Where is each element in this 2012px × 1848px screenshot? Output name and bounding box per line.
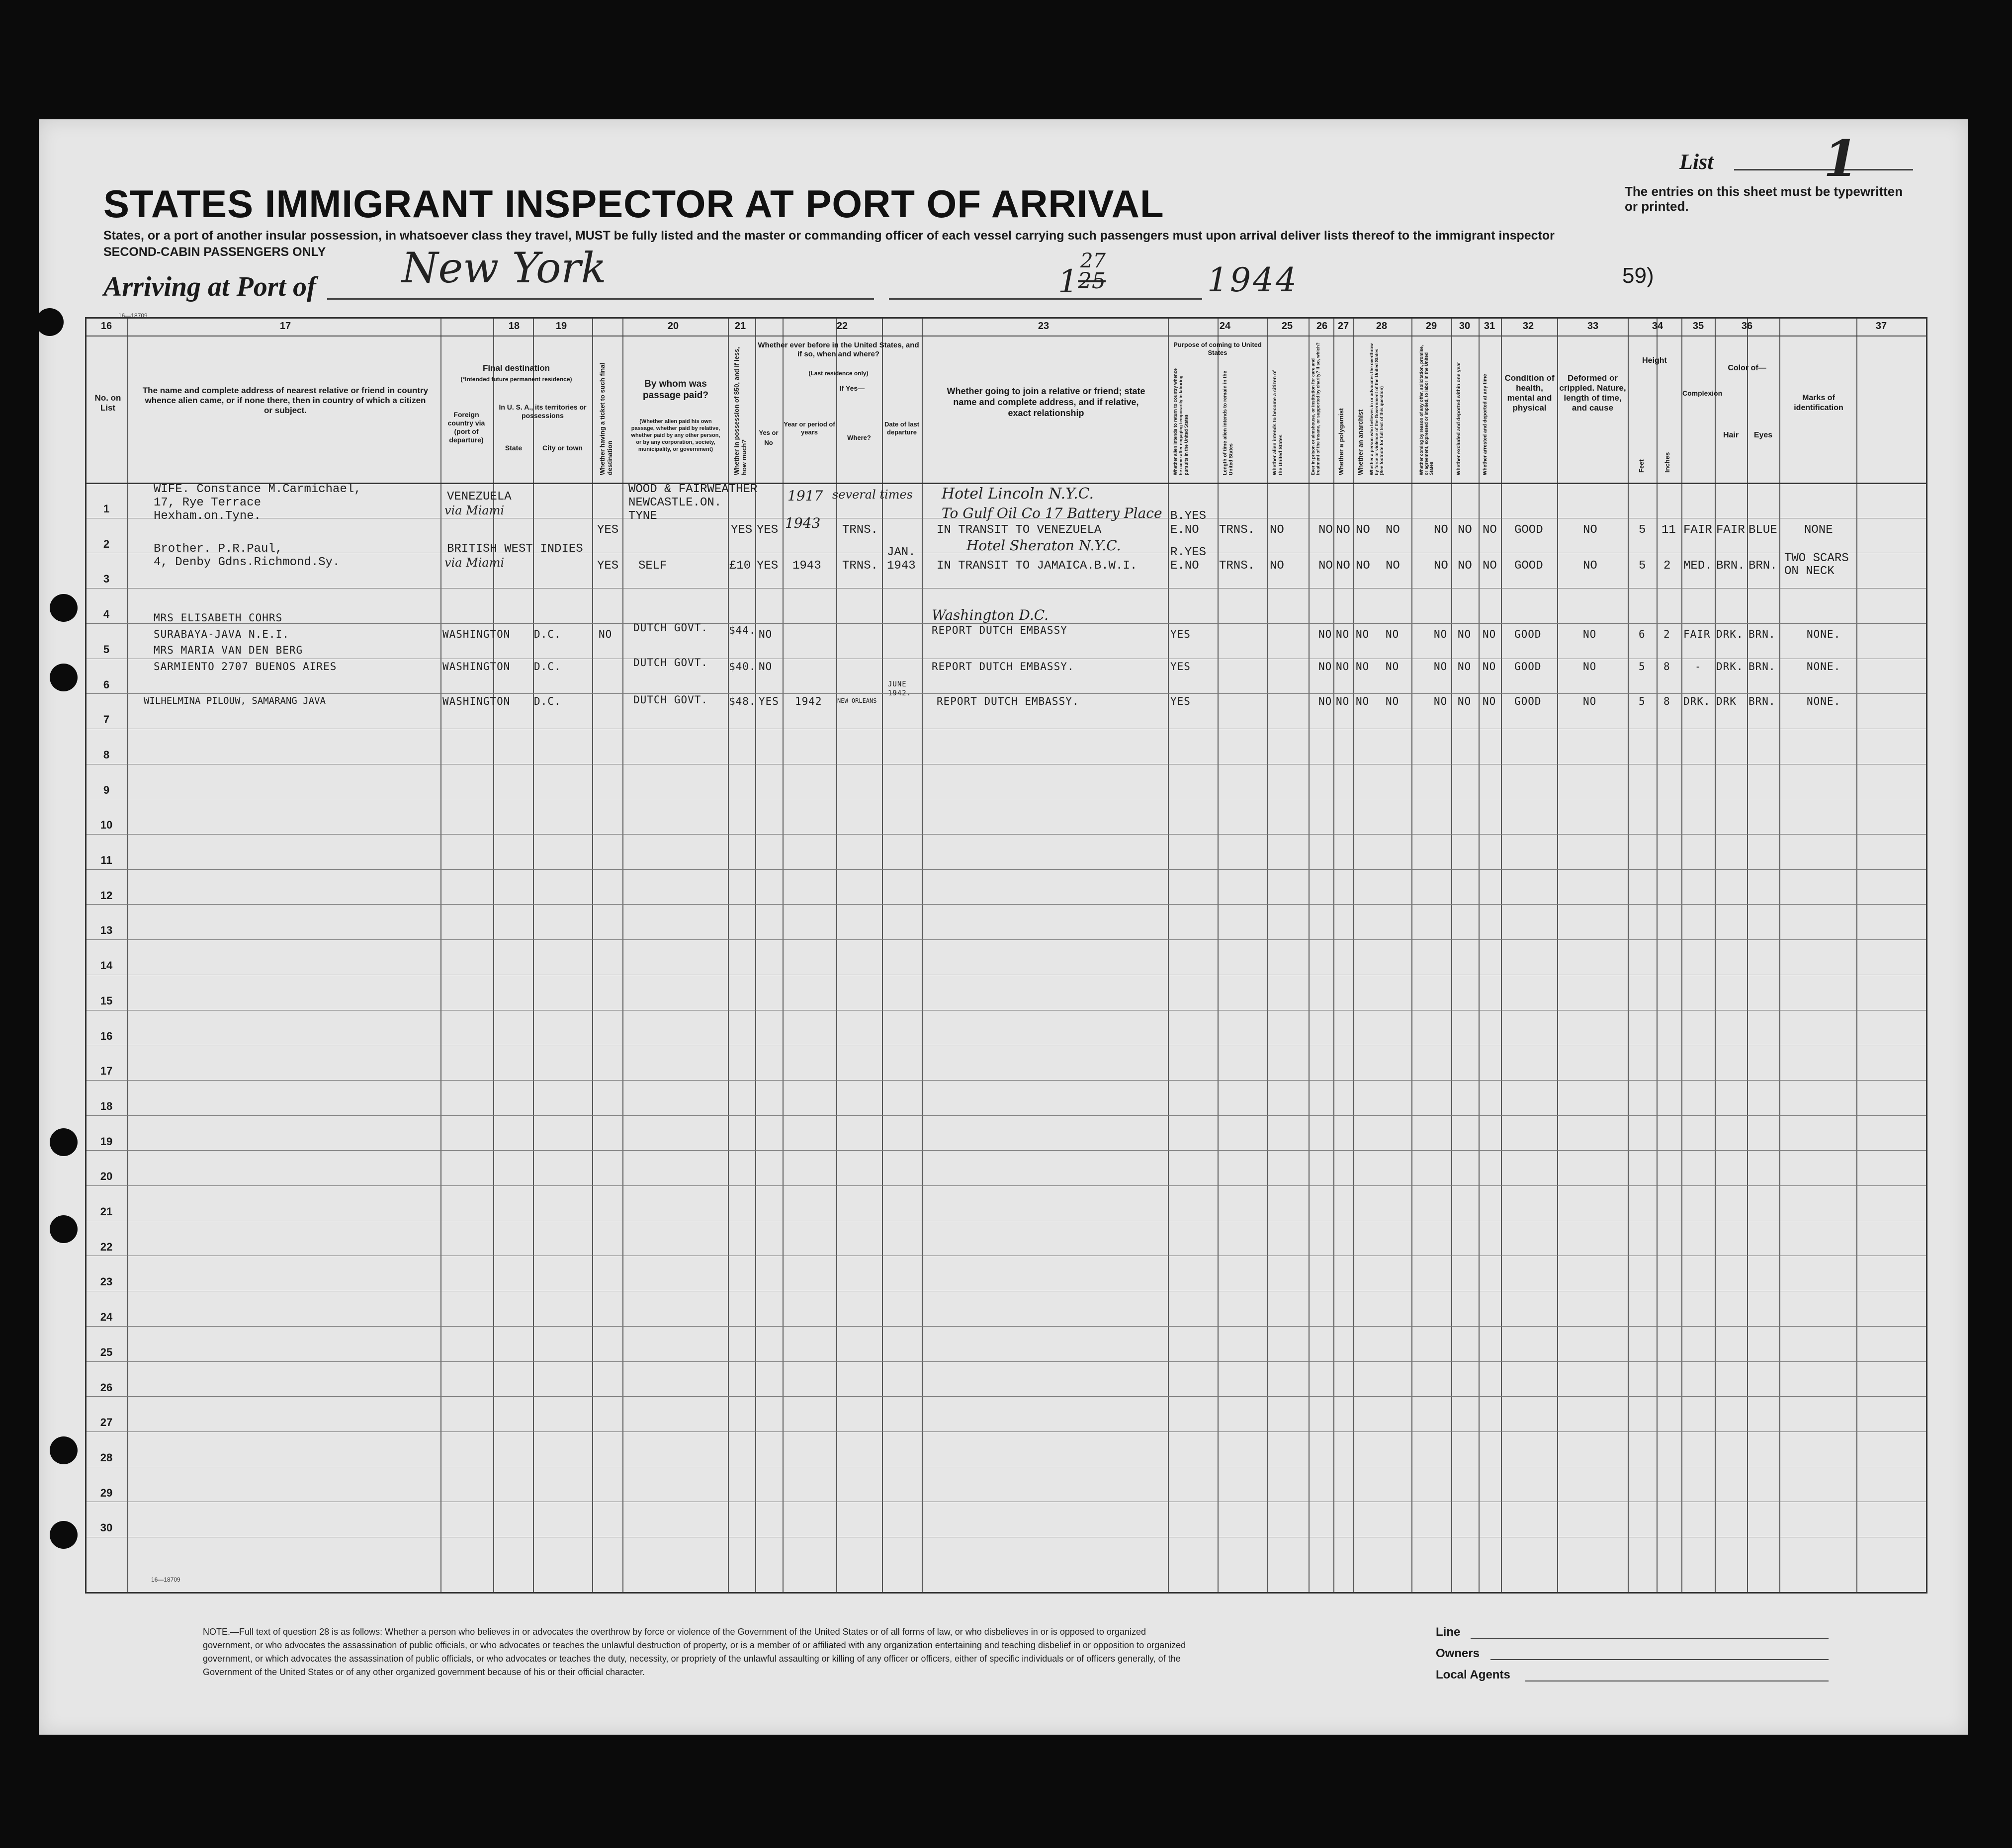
row1-length: TRNS. [1219, 523, 1255, 537]
row-number: 3 [103, 573, 110, 586]
col-number: 31 [1484, 321, 1495, 332]
row6-feet: 5 [1639, 695, 1646, 707]
row6-c29: NO [1434, 695, 1448, 707]
row5-eyes: BRN. [1749, 661, 1776, 672]
header-marks: Marks of identification [1794, 394, 1843, 412]
header-overthrow: Whether a person who believes in or advocates the overthrow by force or violence of the Government of the United States (See footnote for full text of this question) [1369, 343, 1384, 475]
punch-hole [50, 664, 78, 691]
row-number: 13 [100, 924, 113, 937]
row1-health: GOOD [1514, 523, 1543, 537]
row5-feet: 5 [1639, 661, 1646, 672]
row6-city: D.C. [534, 695, 561, 707]
row1-c26: NO [1336, 523, 1350, 537]
header-color-of: Color of— [1728, 364, 1766, 372]
row6-paid-by: DUTCH GOVT. [633, 694, 708, 706]
col-number: 29 [1425, 321, 1437, 332]
header-foreign-country: Foreign country via (port of departure) [447, 411, 485, 444]
row6-complexion: DRK. [1683, 695, 1711, 707]
header-prison: Ever in prison or almshouse, or institution for care and treatment of the insane, or supported by charity? If so, which? [1311, 342, 1320, 475]
row5-city: D.C. [534, 661, 561, 672]
row-number: 24 [100, 1311, 113, 1324]
row2-before-yesno: YES [757, 559, 779, 573]
row2-marks: TWO SCARS ON NECK [1784, 552, 1849, 578]
row2-join: IN TRANSIT TO JAMAICA.B.W.I. [937, 559, 1137, 573]
col-number: 24 [1219, 321, 1231, 332]
row6-health: GOOD [1514, 695, 1542, 707]
row6-deformed: NO [1583, 695, 1597, 707]
row-number: 6 [103, 678, 110, 691]
col-number: 21 [734, 321, 746, 332]
row-line [87, 1396, 1926, 1397]
row-number: 30 [100, 1521, 113, 1534]
row1-address-line2: 17, Rye Terrace [154, 496, 262, 509]
row1-inches: 11 [1662, 523, 1676, 537]
row2-c25: NO [1318, 559, 1333, 573]
row-number: 18 [100, 1099, 113, 1112]
header-deported: Whether arrested and deported at any time [1483, 374, 1488, 475]
row4-c26: NO [1336, 628, 1350, 640]
row1-years-handwritten: 1917 [787, 488, 823, 504]
row2-ticket: YES [597, 559, 619, 573]
row5-paid-by: DUTCH GOVT. [633, 657, 708, 669]
row4-c28: NO [1386, 628, 1400, 640]
row-number: 4 [103, 608, 110, 621]
row6-join: REPORT DUTCH EMBASSY. [937, 695, 1079, 707]
row4-complexion: FAIR [1683, 628, 1711, 640]
col-number: 16 [100, 321, 112, 332]
punch-hole [50, 594, 78, 622]
cabin-class-line: SECOND-CABIN PASSENGERS ONLY [103, 245, 326, 259]
page-number: 59) [1622, 263, 1654, 288]
row2-address-line2: 4, Denby Gdns.Richmond.Sy. [154, 556, 340, 569]
question-28-note: NOTE.—Full text of question 28 is as follows: Whether a person who believes in or advocates the overthrow by force or violence of the Government of the United States or of all forms of law, or who disbelieves in or is opposed to organized government, or who advocates the assassination of public officials, or who advocates or teaches the unlawful destruction of property, or is a member of or affiliated with any organization entertaining and teaching disbelief in or opposition to organized government, or which advocates the assassination of public officials, or who advocates or teaches the duty, necessity, or propriety of the unlawful assaulting or killing of any officer or officers, either of specific individuals or of officers generally, of the Government of the United States or of any other organized government because of his or their official character. [203, 1627, 1186, 1677]
header-length-of-stay: Length of time alien intends to remain in the United States [1223, 370, 1234, 475]
header-inches: Inches [1663, 452, 1671, 473]
header-city: City or town [542, 444, 583, 452]
row1-c27: NO [1356, 523, 1370, 537]
row-number: 2 [103, 537, 110, 550]
row-line [87, 693, 1926, 694]
row2-eyes: BRN. [1749, 559, 1777, 573]
row-number: 22 [100, 1240, 113, 1253]
row5-c28: NO [1386, 661, 1400, 672]
col-number: 22 [836, 321, 848, 332]
row6-year: 1942 [795, 695, 822, 707]
arriving-label: Arriving at Port of [103, 271, 316, 302]
row2-via: via Miami [444, 556, 505, 570]
row-number: 1 [103, 503, 110, 515]
row6-c27: NO [1356, 695, 1370, 707]
row4-hair: DRK. [1716, 628, 1744, 640]
row2-length: TRNS. [1219, 559, 1255, 573]
row2-c29: NO [1434, 559, 1448, 573]
row2-foreign-country: BRITISH WEST INDIES [447, 542, 583, 556]
row5-c25: NO [1318, 661, 1332, 672]
row1-address-line3: Hexham.on.Tyne. [154, 509, 262, 523]
row4-c27: NO [1356, 628, 1370, 640]
row1-year: 1943 [785, 515, 821, 531]
col-number: 33 [1587, 321, 1599, 332]
row6-c25: NO [1318, 695, 1332, 707]
row4-join: REPORT DUTCH EMBASSY [932, 624, 1067, 636]
row1-address-line1: WIFE. Constance M.Carmichael, [154, 483, 361, 496]
header-ticket: Whether having a ticket to such final destination [599, 362, 613, 475]
col-number: 23 [1038, 321, 1050, 332]
row6-inches: 8 [1663, 695, 1670, 707]
row1-dollars: YES [731, 523, 753, 537]
header-anarchist: Whether an anarchist [1357, 409, 1364, 475]
header-final-destination: Final destination [482, 363, 550, 373]
instructions-line: States, or a port of another insular possession, in whatsoever class they travel, MUST be fully listed and the master or commanding officer of each vessel carrying such passengers must upon arrival deliver lists thereof to the immigrant inspector [103, 229, 1555, 243]
row1-via: via Miami [444, 504, 505, 517]
row2-c28: NO [1386, 559, 1400, 573]
row-line [87, 904, 1926, 905]
col-number: 27 [1337, 321, 1349, 332]
row6-state: WASHINGTON [442, 695, 511, 707]
header-fifty-dollars: Whether in possession of $50, and if less, how much? [733, 347, 748, 475]
row1-foreign-country: VENEZUELA [447, 490, 512, 504]
row5-state: WASHINGTON [442, 661, 511, 672]
list-number: 1 [1824, 129, 1858, 188]
row4-paid-by: DUTCH GOVT. [633, 622, 708, 634]
col-number: 18 [508, 321, 520, 332]
row1-where: TRNS. [842, 523, 878, 537]
row-number: 23 [100, 1275, 113, 1288]
row-number: 27 [100, 1416, 113, 1429]
row1-c25: NO [1318, 523, 1333, 537]
row1-marks: NONE [1804, 523, 1833, 537]
row2-inches: 2 [1663, 559, 1671, 573]
row1-eyes: BLUE [1749, 523, 1777, 537]
row6-address-line1: WILHELMINA PILOUW, SAMARANG JAVA [144, 695, 326, 706]
row2-c27: NO [1356, 559, 1370, 573]
row2-hair: BRN. [1716, 559, 1745, 573]
punch-hole [39, 308, 64, 336]
row1-feet: 5 [1639, 523, 1646, 537]
row-number: 29 [100, 1486, 113, 1499]
header-passage-paid-sub: (Whether alien paid his own passage, whether paid by relative, whether paid by any other person, or by any corporation, society, municipality, or government) [631, 419, 720, 452]
header-state: State [505, 444, 523, 452]
row2-purpose-2: E.NO [1170, 559, 1199, 573]
row2-paid-by: SELF [638, 559, 667, 573]
row2-address-line1: Brother. P.R.Paul, [154, 542, 283, 556]
row1-paid-by-2: NEWCASTLE.ON. [628, 496, 722, 509]
row4-feet: 6 [1639, 628, 1646, 640]
row2-join-handwritten: Hotel Sheraton N.Y.C. [966, 537, 1121, 554]
manifest-sheet [39, 119, 1968, 1735]
col-number: 20 [667, 321, 679, 332]
row1-purpose-2: E.NO [1170, 523, 1199, 537]
row6-hair: DRK [1716, 695, 1737, 707]
col-number: 19 [555, 321, 567, 332]
row1-purpose: B.YES [1170, 509, 1207, 523]
punch-hole [50, 1521, 78, 1549]
row1-paid-by-3: TYNE [628, 509, 657, 523]
row1-complexion: FAIR [1683, 523, 1712, 537]
row-number: 17 [100, 1065, 113, 1078]
row5-hair: DRK. [1716, 661, 1744, 672]
row1-before-yesno: YES [757, 523, 779, 537]
header-last-departure: Date of last departure [884, 420, 920, 436]
punch-hole [50, 1128, 78, 1156]
row1-c28: NO [1386, 523, 1400, 537]
row4-ticket: NO [599, 628, 612, 640]
row5-c30: NO [1458, 661, 1472, 672]
row4-address-line2: SURABAYA-JAVA N.E.I. [154, 628, 289, 640]
row-number: 8 [103, 748, 110, 761]
row5-complexion: - [1695, 661, 1702, 672]
row4-join-handwritten: Washington D.C. [932, 607, 1049, 623]
row6-eyes: BRN. [1749, 695, 1776, 707]
col-number: 37 [1875, 321, 1887, 332]
row-number: 26 [100, 1381, 113, 1394]
row6-c30: NO [1458, 695, 1472, 707]
row5-before-yesno: NO [759, 661, 773, 672]
row-number: 28 [100, 1451, 113, 1464]
header-deformed: Deformed or crippled. Nature, length of time, and cause [1559, 373, 1626, 413]
row6-dollars: $48. [729, 695, 756, 707]
row6-where: NEW ORLEANS [837, 697, 877, 704]
row5-c26: NO [1336, 661, 1350, 672]
row5-deformed: NO [1583, 661, 1597, 672]
row2-c31: NO [1483, 559, 1497, 573]
header-previous-stay: Whether ever before in the United States, and if so, when and where? [758, 341, 919, 358]
row-line [87, 1185, 1926, 1186]
row-number: 25 [100, 1345, 113, 1358]
header-health: Condition of health, mental and physical [1504, 373, 1555, 413]
row1-join: IN TRANSIT TO VENEZUELA [937, 523, 1102, 537]
row-number: 14 [100, 959, 113, 972]
header-eyes: Eyes [1753, 431, 1773, 439]
row2-date: JAN. [887, 546, 916, 559]
header-join-relative: Whether going to join a relative or friend; state name and complete address, and if relative, exact relationship [947, 386, 1145, 418]
row2-complexion: MED. [1683, 559, 1712, 573]
row-line [87, 1115, 1926, 1116]
list-label: List [1679, 150, 1714, 174]
line-label: Line [1436, 1625, 1461, 1639]
row4-address-line1: MRS ELISABETH COHRS [154, 612, 283, 624]
row6-date-2: 1942. [888, 689, 912, 697]
row4-purpose: YES [1170, 628, 1191, 640]
col-number: 35 [1692, 321, 1704, 332]
arrival-day: 27 [1080, 250, 1106, 272]
row5-address-line2: SARMIENTO 2707 BUENOS AIRES [154, 661, 337, 672]
header-year: Year or period of years [784, 420, 835, 436]
header-no-on-list: No. on List [94, 393, 121, 413]
row-number: 12 [100, 889, 113, 902]
row2-where: TRNS. [842, 559, 878, 573]
row-number: 16 [100, 1029, 113, 1042]
row1-ticket: YES [597, 523, 619, 537]
col-number: 28 [1376, 321, 1388, 332]
row2-feet: 5 [1639, 559, 1646, 573]
port-name: New York [402, 244, 607, 292]
row1-citizen: NO [1270, 523, 1284, 537]
header-labor-offer: Whether coming by reason of any offer, solicitation, promise, or agreement, expressed or implied, to labor in the United States [1419, 345, 1434, 475]
row1-where-handwritten: several times [832, 488, 913, 502]
row-line [87, 1080, 1926, 1081]
header-passage-paid: By whom was passage paid? [643, 379, 708, 401]
row1-join-handwritten-2: To Gulf Oil Co 17 Battery Place [942, 505, 1162, 521]
row6-purpose: YES [1170, 695, 1191, 707]
row5-purpose: YES [1170, 661, 1191, 672]
row6-c31: NO [1483, 695, 1496, 707]
row-number: 19 [100, 1135, 113, 1148]
row6-marks: NONE. [1807, 695, 1841, 707]
col-number: 32 [1522, 321, 1534, 332]
local-agents-label: Local Agents [1436, 1668, 1510, 1681]
row4-city: D.C. [534, 628, 561, 640]
row1-c31: NO [1483, 523, 1497, 537]
arrival-month: 1 [1058, 263, 1078, 300]
row-number: 9 [103, 783, 110, 796]
header-purpose-return: Whether alien intends to return to country whence he came after engaging temporarily in laboring pursuits in the United States [1173, 368, 1189, 475]
col-number: 30 [1459, 321, 1471, 332]
row-line [87, 1361, 1926, 1362]
owners-label: Owners [1436, 1647, 1480, 1660]
header-complexion: Complexion [1682, 389, 1723, 397]
row6-c26: NO [1336, 695, 1350, 707]
col-number: 26 [1316, 321, 1328, 332]
row5-dollars: $40. [729, 661, 756, 672]
header-yes-no: Yes or No [759, 429, 779, 446]
header-last-residence: (Last residence only) [808, 370, 869, 377]
row-line [87, 939, 1926, 940]
row2-purpose: R.YES [1170, 546, 1207, 559]
row4-health: GOOD [1514, 628, 1542, 640]
row5-c31: NO [1483, 661, 1496, 672]
row-number: 7 [103, 713, 110, 726]
row2-year: 1943 [792, 559, 821, 573]
row6-c28: NO [1386, 695, 1400, 707]
row4-c30: NO [1458, 628, 1472, 640]
punch-hole [50, 1436, 78, 1464]
row-line [87, 1150, 1926, 1151]
row1-paid-by: WOOD & FAIRWEATHER [628, 483, 758, 496]
col-number: 25 [1281, 321, 1293, 332]
typewritten-note: The entries on this sheet must be typewritten or printed. [1625, 184, 1903, 214]
row2-c26: NO [1336, 559, 1350, 573]
header-where: Where? [847, 434, 871, 441]
row6-before-yesno: YES [759, 695, 779, 707]
row1-c29: NO [1434, 523, 1448, 537]
row4-c29: NO [1434, 628, 1448, 640]
row4-dollars: $44. [729, 624, 756, 636]
row5-marks: NONE. [1807, 661, 1841, 672]
row2-c30: NO [1458, 559, 1472, 573]
row2-dollars: £10 [729, 559, 751, 573]
row5-c29: NO [1434, 661, 1448, 672]
header-if-yes: If Yes— [839, 384, 865, 392]
row-number: 20 [100, 1170, 113, 1183]
row-number: 11 [100, 854, 112, 866]
row4-before-yesno: NO [759, 628, 773, 640]
row5-inches: 8 [1663, 661, 1670, 672]
header-in-usa: In U. S. A., its territories or possessions [499, 403, 587, 420]
col-number: 36 [1741, 321, 1753, 332]
header-height: Height [1642, 356, 1667, 365]
form-number: 16—18709 [118, 312, 148, 319]
row5-health: GOOD [1514, 661, 1542, 672]
col-number: 34 [1652, 321, 1663, 332]
row2-citizen: NO [1270, 559, 1284, 573]
row4-deformed: NO [1583, 628, 1597, 640]
row1-c30: NO [1458, 523, 1472, 537]
row4-eyes: BRN. [1749, 628, 1776, 640]
arrival-day-struck: 25 [1078, 268, 1106, 294]
punch-hole [50, 1215, 78, 1243]
row-number: 15 [100, 994, 113, 1007]
row2-date-2: 1943 [887, 559, 916, 573]
row1-hair: FAIR [1716, 523, 1745, 537]
row4-marks: NONE. [1807, 628, 1841, 640]
page-title: STATES IMMIGRANT INSPECTOR AT PORT OF ARRIVAL [103, 182, 1164, 226]
row-line [87, 1431, 1926, 1432]
header-purpose: Purpose of coming to United States [1173, 341, 1262, 356]
header-relative-address: The name and complete address of nearest relative or friend in country whence alien came, or if none there, then in country of which a citizen or subject. [142, 386, 429, 415]
row4-inches: 2 [1663, 628, 1670, 640]
row4-c31: NO [1483, 628, 1496, 640]
row4-state: WASHINGTON [442, 628, 511, 640]
header-hair: Hair [1723, 431, 1739, 439]
row5-c27: NO [1356, 661, 1370, 672]
row1-deformed: NO [1583, 523, 1597, 537]
header-polygamist: Whether a polygamist [1337, 408, 1345, 475]
header-excluded: Whether excluded and deported within one year [1456, 362, 1462, 475]
header-feet: Feet [1638, 459, 1645, 473]
row-number: 5 [103, 643, 110, 656]
row4-c25: NO [1318, 628, 1332, 640]
row2-deformed: NO [1583, 559, 1597, 573]
row-line [87, 1326, 1926, 1327]
row5-join: REPORT DUTCH EMBASSY. [932, 661, 1074, 672]
header-citizen-intent: Whether alien intends to become a citizen of the United States [1272, 370, 1284, 475]
row5-address-line1: MRS MARIA VAN DEN BERG [154, 644, 303, 656]
row6-date: JUNE [888, 680, 907, 688]
row-line [87, 834, 1926, 835]
arrival-year: 1944 [1207, 261, 1299, 299]
row-number: 10 [100, 819, 113, 832]
row-line [87, 869, 1926, 870]
row2-health: GOOD [1514, 559, 1543, 573]
row1-join-handwritten-1: Hotel Lincoln N.Y.C. [942, 485, 1094, 503]
row-number: 21 [100, 1205, 113, 1218]
form-number-bottom: 16—18709 [151, 1576, 180, 1583]
col-number: 17 [279, 321, 291, 332]
header-final-destination-sub: (*Intended future permanent residence) [460, 376, 572, 383]
passenger-table [85, 317, 1927, 1594]
